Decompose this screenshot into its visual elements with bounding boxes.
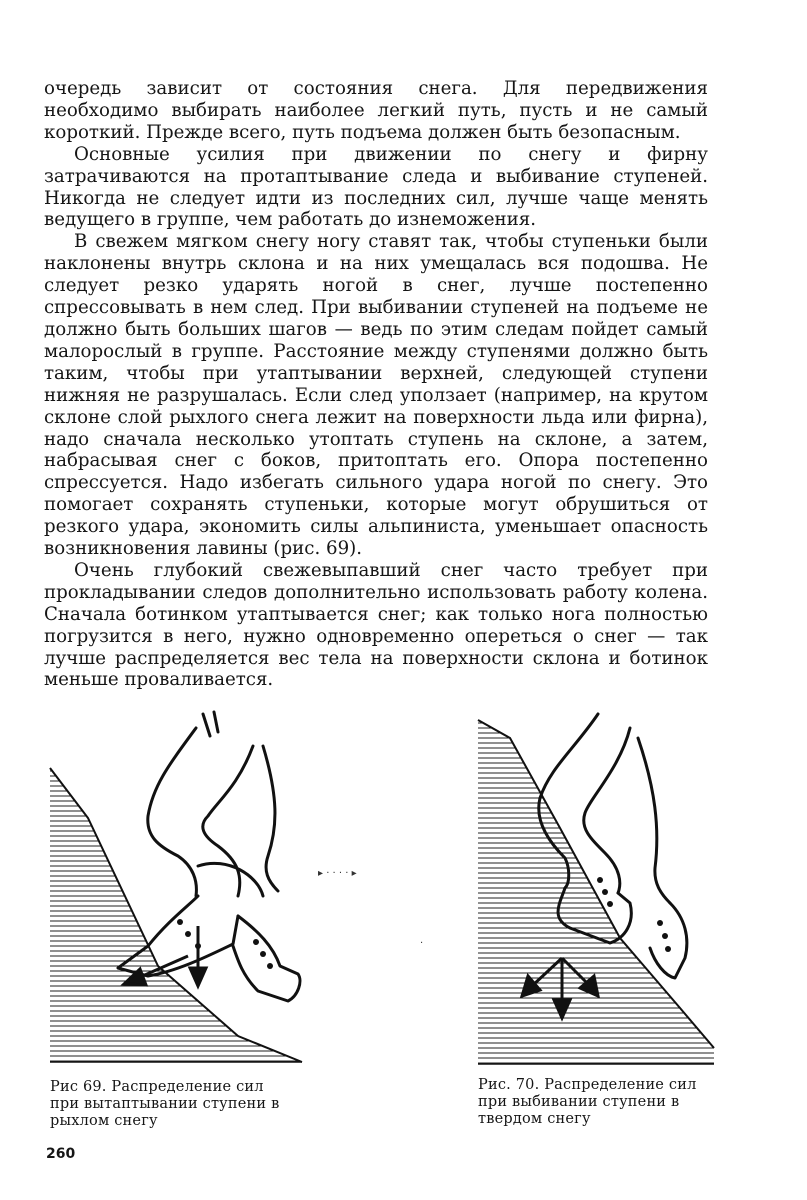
caption-line: Рис. 70. Распределение сил — [478, 1077, 697, 1093]
paragraph: очередь зависит от состояния снега. Для передвижения необходимо выбирать наиболее легкий путь, пусть и не самый короткий. Прежде всего, путь подъема должен быть безопасным. — [44, 78, 708, 143]
paragraph: Очень глубокий свежевыпавший снег часто требует при прокладывании следов дополнительно использовать работу колена. Сначала ботинком утаптывается снег; как только нога полностью погрузится в него, нужно одновременно опереться о снег — так лучше распределяется вес тела на поверхности склона и ботинок меньше проваливается. — [44, 559, 708, 691]
figure-69-drawing — [48, 706, 310, 1068]
caption-line: при вытаптывании ступени в — [50, 1096, 280, 1112]
caption-line: Рис 69. Распределение сил — [50, 1079, 264, 1095]
figure-69-illustration — [48, 706, 310, 1068]
caption-line: при выбивании ступени в — [478, 1094, 680, 1110]
page-number: 260 — [46, 1146, 76, 1162]
figure-70-caption — [478, 1077, 718, 1128]
paragraph: Основные усилия при движении по снегу и фирну затрачиваются на протаптывание следа и выбивание ступеней. Никогда не следует идти из последних сил, лучше чаще менять ведущего в группе, чем работать до изнеможения. — [44, 143, 708, 231]
caption-line: рыхлом снегу — [50, 1113, 158, 1129]
figure-69-caption — [50, 1079, 312, 1130]
figure-70-illustration — [470, 708, 720, 1068]
paragraph: В свежем мягком снегу ногу ставят так, чтобы ступеньки были наклонены внутрь склона и на них умещалась вся подошва. Не следует резко ударять ногой в снег, лучше постепенно спрессовывать в нем след. При выбивании ступеней на подъеме не должно быть больших шагов — ведь по этим следам пойдет самый малорослый в группе. Расстояние между ступенями должно быть таким, чтобы при утаптывании верхней, следующей ступени нижняя не разрушалась. Если след уползает (например, на крутом склоне слой рыхлого снега лежит на поверхности льда или фирна), надо сначала несколько утоптать ступень на склоне, а затем, набрасывая снег с боков, притоптать его. Опора постепенно спрессуется. Надо избегать сильного удара ногой по снегу. Это помогает сохранять ступеньки, которые могут обрушиться от резкого удара, экономить силы альпиниста, уменьшает опасность возникновения лавины (рис. 69). — [44, 231, 708, 560]
body-text — [44, 78, 708, 691]
figure-70-drawing — [470, 708, 720, 1068]
caption-line: твердом снегу — [478, 1111, 591, 1127]
print-speck: ▸ · · · · ▸ — [318, 868, 357, 879]
print-speck: · — [420, 938, 424, 949]
